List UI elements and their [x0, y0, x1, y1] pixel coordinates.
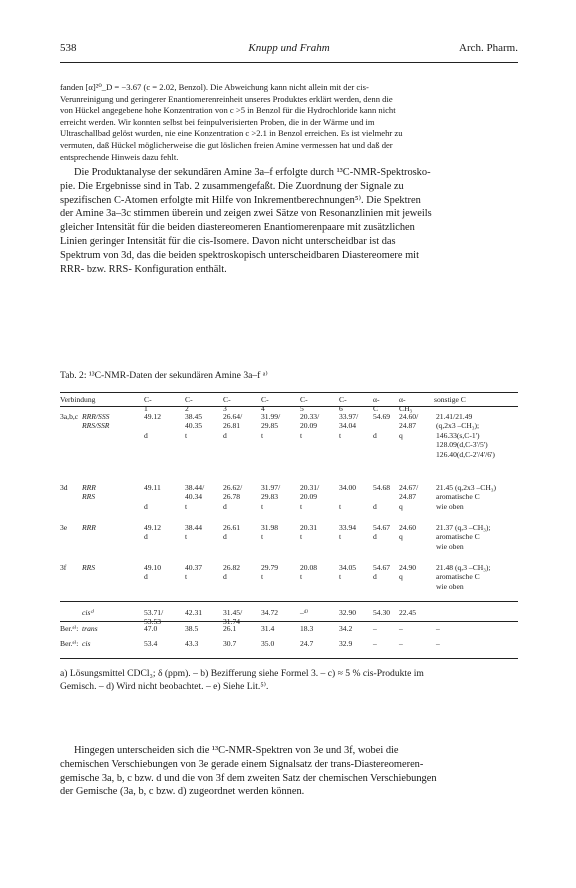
table-cell: 26.1 [223, 624, 237, 633]
table-bottom-rule [60, 658, 518, 659]
table-cell: 34.05 t [339, 563, 357, 582]
table-cell: 33.94 t [339, 523, 357, 542]
paragraph-product-analysis [60, 166, 518, 276]
configuration: cisᶜ⁾ [82, 608, 95, 617]
table-cell: 54.68 d [373, 483, 391, 511]
table-cell: 54.69 d [373, 412, 391, 440]
text-line: Verunreinigung und geringerer Enantiomerenreinheit unseres Produktes erklärt werden, denn die [60, 93, 393, 104]
table-cell: 43.3 [185, 639, 199, 648]
table-cell: 26.62/ 26.78 d [223, 483, 243, 511]
table-cell: 20.33/ 20.09 t [300, 412, 320, 440]
table-header-rule [60, 406, 518, 407]
table-cell: 20.31 t [300, 523, 318, 542]
table-cell: 20.08 t [300, 563, 318, 582]
table-cell: 24.60/ 24.87 q [399, 412, 419, 440]
table-cell: 40.37 t [185, 563, 203, 582]
compound-id: Ber.ᵉ⁾: [60, 639, 79, 648]
paragraph-spectra-comparison [60, 744, 518, 799]
table-cell: 26.64/ 26.81 d [223, 412, 243, 440]
table-cell: 54.67 d [373, 523, 391, 542]
other-carbons: – [436, 639, 440, 648]
paragraph-rotation-discussion [60, 82, 518, 163]
table-cell: –ᵈ⁾ [300, 608, 309, 617]
table-cell: 31.99/ 29.85 t [261, 412, 281, 440]
configuration: RRR RRS [82, 483, 96, 502]
compound-id: Ber.ᵉ⁾: [60, 624, 79, 633]
column-header: sonstige C [434, 395, 466, 404]
table-cell: 31.4 [261, 624, 275, 633]
table-cell: 22.45 [399, 608, 417, 617]
table-cell: 26.82 d [223, 563, 241, 582]
table-cell: 49.12 d [144, 412, 162, 440]
configuration: RRR [82, 523, 96, 532]
table-cell: 34.2 [339, 624, 353, 633]
other-carbons: – [436, 624, 440, 633]
table-cell: – [373, 639, 377, 648]
page-number: 538 [60, 42, 77, 54]
table-footnotes [60, 667, 520, 693]
table-cell: – [373, 624, 377, 633]
running-authors: Knupp und Frahm [248, 42, 330, 54]
table-cell: 38.44/ 40.34 t [185, 483, 205, 511]
column-header: α-CH₃ [399, 395, 413, 413]
table-cell: 54.30 [373, 608, 391, 617]
journal-name: Arch. Pharm. [459, 42, 518, 54]
table-cell: 49.12 d [144, 523, 162, 542]
table-cell: – [399, 639, 403, 648]
text-line: gleicher Intensität für die beiden diastereomeren Enantiomerenpaare mit zusätzlichen [60, 222, 415, 234]
other-carbons: 21.41/21.49 (q,2x3 –CH₃); 146.33(s,C-1') 128.09(d,C-3'/5') 126.40(d,C-2'/4'/6') [436, 412, 495, 459]
table-cell: 38.44 t [185, 523, 203, 542]
table-cell: 31.98 t [261, 523, 279, 542]
text-line: RRR- bzw. RRS- Konfiguration enthält. [60, 263, 227, 275]
text-line: gemische 3a, b, c bzw. d und die von 3f dem zweiten Satz der chemischen Verschiebungen [60, 772, 437, 784]
table-cell: 30.7 [223, 639, 237, 648]
text-line: spezifischen C-Atomen erfolgte mit Hilfe von Inkrementberechnungen⁵⁾. Die Spektren [60, 194, 421, 206]
other-carbons: 21.48 (q,3 –CH₃); aromatische C wie oben [436, 563, 491, 591]
text-line: Spektrum von 3d, das die beiden spektroskopisch unterscheidbaren Diastereomere mit [60, 249, 419, 261]
table-title: Tab. 2: ¹³C-NMR-Daten der sekundären Amine 3a–f ᵃ⁾ [60, 370, 268, 381]
table-cell: 49.11 d [144, 483, 161, 511]
text-line: Linien geringer Intensität für die cis-Isomere. Davon nicht unterscheidbar ist das [60, 235, 396, 247]
text-line: pie. Die Ergebnisse sind in Tab. 2 zusammengefaßt. Die Zuordnung der Signale zu [60, 180, 404, 192]
table-section-rule [60, 621, 518, 622]
configuration: RRR/SSS RRS/SSR [82, 412, 110, 431]
table-top-rule [60, 392, 518, 393]
table-cell: 20.31/ 20.09 t [300, 483, 320, 511]
table-cell: 26.61 d [223, 523, 241, 542]
compound-id: 3d [60, 483, 68, 492]
table-cell: 47.0 [144, 624, 158, 633]
table-cell: 33.97/ 34.04 t [339, 412, 359, 440]
compound-id: 3f [60, 563, 67, 572]
text-line: der Amine 3a–3c stimmen überein und zeigen zwei Sätze von Resonanzlinien mit jeweils [60, 208, 432, 220]
text-line: vermuten, daß Hückel möglicherweise die gut löslichen freien Amine vermessen hat und daß der [60, 139, 393, 150]
table-cell: 53.4 [144, 639, 158, 648]
compound-id: 3a,b,c [60, 412, 79, 421]
table-cell: 32.90 [339, 608, 357, 617]
table-cell: 34.00 t [339, 483, 357, 511]
table-cell: 38.5 [185, 624, 199, 633]
table-cell: 24.7 [300, 639, 314, 648]
text-line: entsprechende Hinweis dazu fehlt. [60, 151, 179, 162]
text-line: Hingegen unterscheiden sich die ¹³C-NMR-Spektren von 3e und 3f, wobei die [74, 745, 399, 756]
table-cell: 38.45 40.35 t [185, 412, 203, 440]
column-header: α-C [373, 395, 380, 413]
table-cell: 32.9 [339, 639, 353, 648]
table-cell: 49.10 d [144, 563, 162, 582]
table-cell: 53.71/ 53.53 [144, 608, 164, 627]
other-carbons: 21.45 (q,2x3 –CH₃) aromatische C wie oben [436, 483, 497, 511]
text-line: fanden [α]²⁰_D = −3.67 (c = 2.02, Benzol). Die Abweichung kann nicht allein mit der cis- [60, 82, 369, 92]
column-header: C-3 [223, 395, 231, 413]
other-carbons: 21.37 (q,3 –CH₃); aromatische C wie oben [436, 523, 491, 551]
table-cell: 24.90 q [399, 563, 417, 582]
configuration: trans [82, 624, 98, 633]
text-line: Die Produktanalyse der sekundären Amine 3a–f erfolgte durch ¹³C-NMR-Spektrosko- [74, 167, 431, 178]
table-section-rule [60, 601, 518, 602]
column-header: C-5 [300, 395, 308, 413]
text-line: erreicht werden. Wir konnten selbst bei feinpulverisierten Proben, die in der Wärme und im [60, 116, 375, 127]
text-line: der Gemische (3a, b, c bzw. d) zugeordnet werden können. [60, 786, 305, 798]
footnote-line: a) Lösungsmittel CDCl₃; δ (ppm). – b) Bezifferung siehe Formel 3. – c) ≈ 5 % cis-Produkte im [60, 668, 424, 679]
column-header: C-4 [261, 395, 269, 413]
table-cell: 42.31 [185, 608, 203, 617]
table-cell: 54.67 d [373, 563, 391, 582]
table-cell: 31.97/ 29.83 t [261, 483, 281, 511]
configuration: cis [82, 639, 91, 648]
header-rule [60, 62, 518, 63]
text-line: von Hückel angegebene hohe Konzentration von c >5 in Benzol für die Hydrochloride kann nicht [60, 105, 396, 116]
text-line: chemischen Verschiebungen von 3e gerade einem Signalsatz der trans-Diastereomeren- [60, 758, 424, 770]
column-header: Verbindung [60, 395, 96, 404]
column-header: C-2 [185, 395, 193, 413]
table-cell: 24.67/ 24.87 q [399, 483, 419, 511]
table-cell: – [399, 624, 403, 633]
column-header: C-6 [339, 395, 347, 413]
footnote-line: Gemisch. – d) Wird nicht beobachtet. – e) Siehe Lit.⁵⁾. [60, 681, 269, 692]
text-line: Ultraschallbad gelöst wurden, nie eine Konzentration c >2.1 in Benzol erreichen. Es ist vielmehr zu [60, 128, 403, 139]
table-cell: 29.79 t [261, 563, 279, 582]
column-header: C-1 [144, 395, 152, 413]
table-cell: 35.0 [261, 639, 275, 648]
table-cell: 18.3 [300, 624, 314, 633]
table-cell: 24.60 q [399, 523, 417, 542]
compound-id: 3e [60, 523, 68, 532]
table-cell: 34.72 [261, 608, 279, 617]
running-header [60, 42, 518, 58]
table-cell: 31.45/ 31.74 [223, 608, 243, 627]
configuration: RRS [82, 563, 96, 572]
